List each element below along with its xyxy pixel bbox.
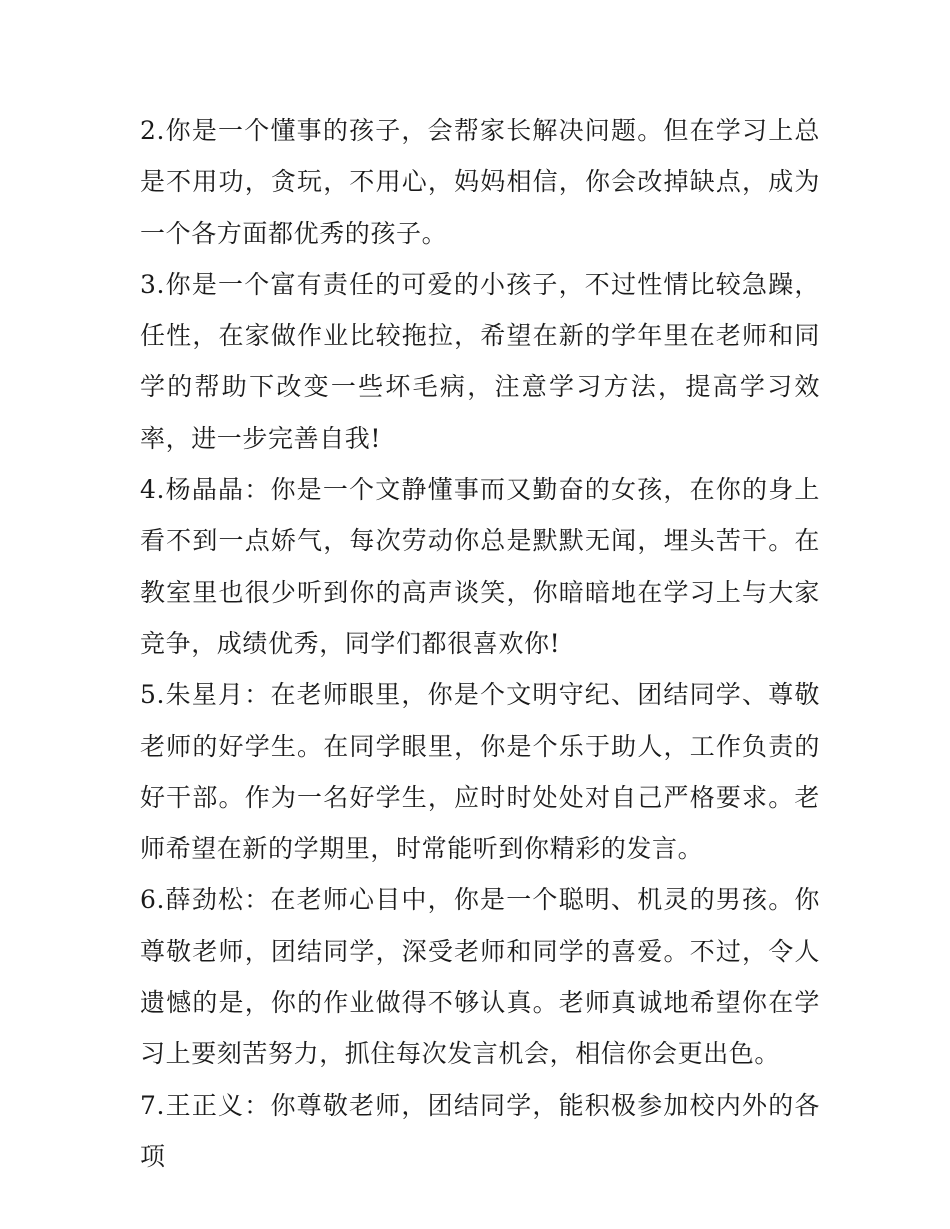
comment-paragraph-6: 6.薛劲松：在老师心目中，你是一个聪明、机灵的男孩。你尊敬老师，团结同学，深受老师和同学的喜爱。不过，令人遗憾的是，你的作业做得不够认真。老师真诚地希望你在学习上要刻苦努力，抓住每次发言机会，相信你会更出色。 [140,885,820,1069]
comment-paragraph-7: 7.王正义：你尊敬老师，团结同学，能积极参加校内外的各项 [140,1090,820,1171]
document-page [140,105,820,1182]
comment-paragraph-5: 5.朱星月：在老师眼里，你是个文明守纪、团结同学、尊敬老师的好学生。在同学眼里，你是个乐于助人，工作负责的好干部。作为一名好学生，应时时处处对自己严格要求。老师希望在新的学期里，时常能听到你精彩的发言。 [140,680,820,864]
comment-paragraph-2: 2.你是一个懂事的孩子，会帮家长解决问题。但在学习上总是不用功，贪玩，不用心，妈妈相信，你会改掉缺点，成为一个各方面都优秀的孩子。 [140,116,820,248]
comment-paragraph-3: 3.你是一个富有责任的可爱的小孩子，不过性情比较急躁，任性，在家做作业比较拖拉，希望在新的学年里在老师和同学的帮助下改变一些坏毛病，注意学习方法，提高学习效率，进一步完善自我! [140,269,820,453]
comment-paragraph-4: 4.杨晶晶：你是一个文静懂事而又勤奋的女孩，在你的身上看不到一点娇气，每次劳动你总是默默无闻，埋头苦干。在教室里也很少听到你的高声谈笑，你暗暗地在学习上与大家竞争，成绩优秀，同学们都很喜欢你! [140,475,820,658]
